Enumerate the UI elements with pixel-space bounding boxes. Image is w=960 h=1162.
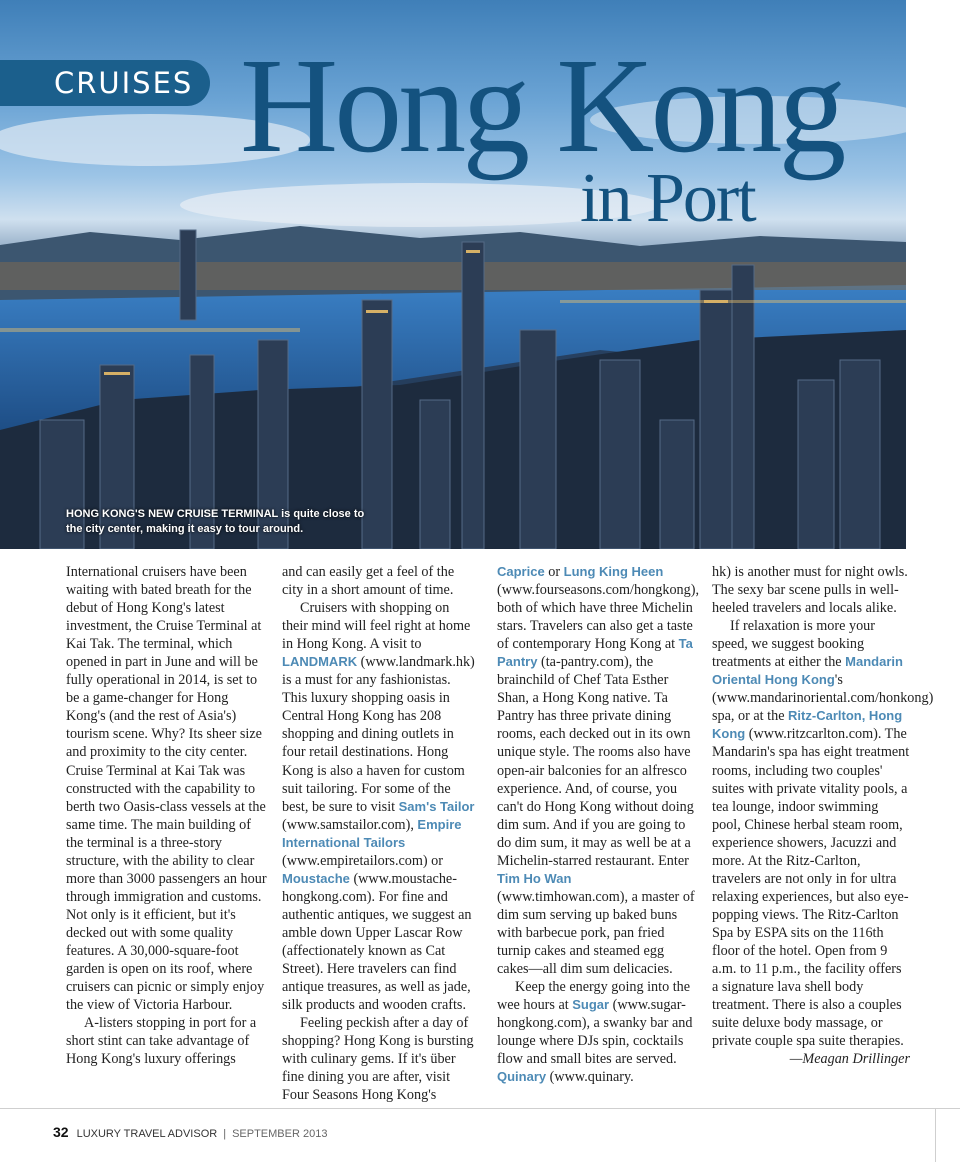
article-column-3 bbox=[497, 563, 700, 1086]
paragraph bbox=[497, 978, 695, 1086]
paragraph bbox=[497, 563, 700, 978]
page-footer bbox=[53, 1124, 327, 1140]
text-run: If relaxation is more your speed, we suggest booking treatments at either the bbox=[712, 618, 875, 671]
text-run: (www.ritzcarlton.com). The Mandarin's spa has eight treatment rooms, including two couples' suites with private vitality pools, a tea lounge, indoor swimming pool, Chinese herbal steam room, experience showers, Jacuzzi and more. At the Ritz-Carlton, travelers are not only in for ultra relaxing experiences, but also eye-popping views. The Ritz-Carlton Spa by ESPA sits on the 116th floor of the hotel. Open from 9 a.m. to 11 p.m., the facility offers a signature lava shell body treatment. There is also a couples suite deluxe body massage, or private couple spa suite therapies. bbox=[712, 726, 910, 1050]
article-column-1 bbox=[66, 563, 268, 1068]
footer-separator: | bbox=[223, 1128, 227, 1140]
paragraph: A-listers stopping in port for a short stint can take advantage of Hong Kong's luxury offerings bbox=[66, 1015, 257, 1068]
author-byline: —Meagan Drillinger bbox=[789, 1051, 910, 1068]
paragraph: and can easily get a feel of the city in a short amount of time. bbox=[282, 564, 455, 599]
venue-name: Lung King Heen bbox=[563, 564, 664, 579]
headline-line1: Hong Kong bbox=[240, 31, 843, 181]
venue-name: Empire International Tailors bbox=[282, 816, 462, 850]
text-run: (ta-pantry.com), the brainchild of Chef Tata Esther Shan, a Hong Kong native. Ta Pantry has three private dining rooms, each decked out in its own unique style. The rooms also have open-air balconies for an alfresco experience. And, of course, you can't do Hong Kong without doing dim sum. And if you are going to do dim sum, it may as well be at a Michelin-starred restaurant. Enter bbox=[497, 654, 694, 869]
text-run: (www.landmark.hk) is a must for any fashionistas. This luxury shopping oasis in Central Hong Kong has 208 shopping and dining outlets in four retail destinations. Hong Kong is also a haven for custom suit tailoring. For some of the best, be sure to visit bbox=[282, 654, 475, 815]
text-run: Keep the energy going into the wee hours at bbox=[497, 979, 691, 1014]
venue-name: Moustache bbox=[282, 870, 350, 886]
caption-lead: HONG KONG'S NEW CRUISE TERMINAL bbox=[66, 508, 279, 520]
paragraph: hk) is another must for night owls. The sexy bar scene pulls in well-heeled travelers and locals alike. bbox=[712, 564, 908, 617]
article-column-2 bbox=[282, 563, 478, 1104]
paragraph bbox=[282, 599, 478, 1014]
footer-vertical-divider bbox=[935, 1108, 936, 1162]
issue-date: SEPTEMBER 2013 bbox=[232, 1128, 328, 1140]
venue-name: Caprice bbox=[497, 564, 545, 579]
text-run: (www.fourseasons.com/hongkong), both of which have three Michelin stars. Travelers can also get a taste of contemporary Hong Kong at bbox=[497, 582, 700, 653]
venue-name: Tim Ho Wan bbox=[497, 870, 572, 886]
magazine-name: LUXURY TRAVEL ADVISOR bbox=[76, 1128, 218, 1140]
paragraph: International cruisers have been waiting with bated breath for the debut of Hong Kong's latest investment, the Cruise Terminal at Kai Tak. The terminal, which opened in part in June and will be fully operational in 2014, is set to be a game-changer for Hong Kong's (and the rest of Asia's) tourism scene. Why? Its sheer size and proximity to the city center. Cruise Terminal at Kai Tak was constructed with the capability to berth two Oasis-class vessels at the same time. The main building of the terminal is a three-story structure, with the ability to clear more than 3000 passengers an hour through immigration and customs. Not only is it efficient, but it's decked out with some quality features. A 30,000-square-foot garden is open on its roof, where cruisers can picnic or simply enjoy the view of Victoria Harbour. bbox=[66, 564, 267, 1014]
page-number: 32 bbox=[53, 1124, 69, 1140]
venue-name: LANDMARK bbox=[282, 654, 358, 670]
article-column-4 bbox=[712, 563, 934, 1068]
text-run: (www.empiretailors.com) or bbox=[282, 852, 444, 869]
venue-name: Sam's Tailor bbox=[398, 798, 475, 814]
headline-line2: in Port bbox=[580, 160, 755, 237]
photo-caption bbox=[66, 507, 376, 537]
venue-name: Quinary bbox=[497, 1069, 547, 1085]
venue-name: Mandarin Oriental Hong Kong bbox=[712, 654, 903, 688]
text-run: (www.timhowan.com), a master of dim sum serving up baked buns with barbecue pork, pan fried turnip cakes and steamed egg cakes—all dim sum delicacies. bbox=[497, 888, 695, 978]
venue-name: Sugar bbox=[572, 997, 610, 1013]
section-label: CRUISES bbox=[0, 60, 210, 106]
text-run: or bbox=[544, 564, 564, 580]
text-run: 's (www.mandarinoriental.com/honkong) spa, or at the bbox=[712, 672, 934, 725]
footer-divider bbox=[0, 1108, 960, 1109]
text-run: (www.moustache-hongkong.com). For fine and authentic antiques, we suggest an amble down Upper Lascar Row (affectionately known as Cat Street). Here travelers can find antique treasures, as well as jade, silk products and wooden crafts. bbox=[282, 870, 472, 1014]
venue-name: Ritz-Carlton, Hong Kong bbox=[712, 708, 903, 742]
text-run: (www.samstailor.com), bbox=[282, 816, 418, 833]
text-run: (www.sugar-hongkong.com), a swanky bar and lounge where DJs spin, cocktails flow and small bites are served. bbox=[497, 997, 693, 1068]
paragraph: Feeling peckish after a day of shopping? Hong Kong is bursting with culinary gems. If it's über fine dining you are after, visit Four Seasons Hong Kong's bbox=[282, 1015, 474, 1104]
text-run: Cruisers with shopping on their mind will feel right at home in Hong Kong. A visit to bbox=[282, 600, 471, 653]
caption-text: is quite close to the city center, making it easy to tour around. bbox=[66, 508, 365, 535]
paragraph bbox=[712, 617, 934, 1050]
venue-name: Ta Pantry bbox=[497, 636, 693, 670]
text-run: (www.quinary. bbox=[546, 1069, 634, 1086]
